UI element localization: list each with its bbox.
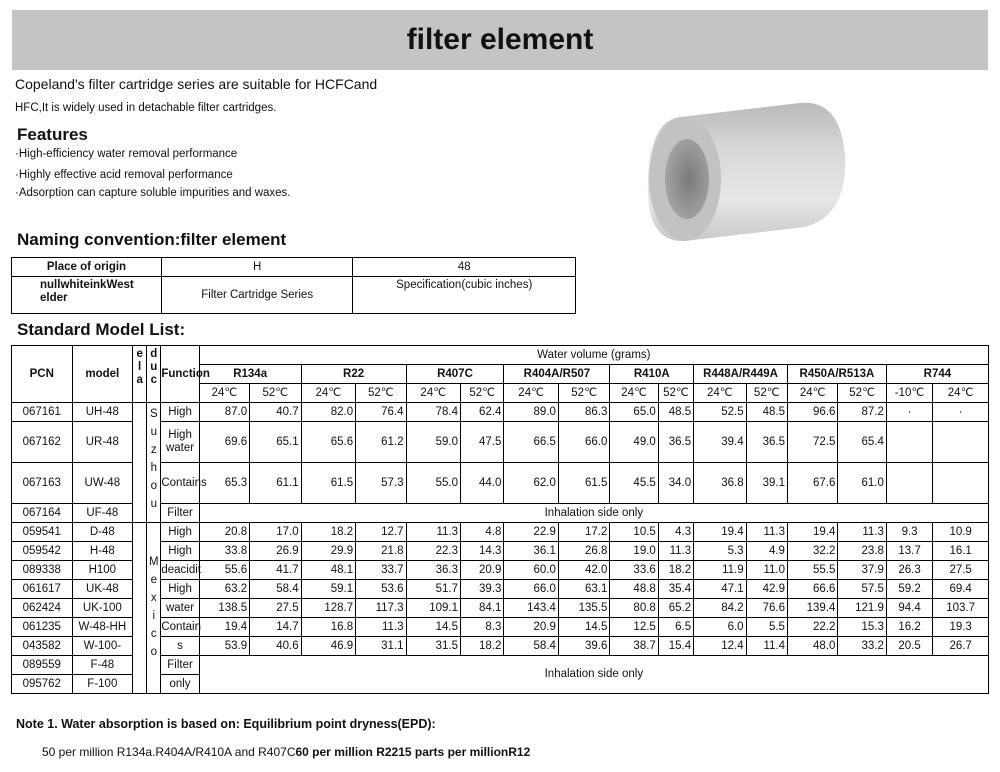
- value-cell: 4.3: [658, 523, 693, 542]
- value-cell: 45.5: [610, 463, 658, 504]
- value-cell: 60.0: [504, 561, 558, 580]
- model-cell: UK-48: [72, 580, 133, 599]
- value-cell: 8.3: [461, 618, 504, 637]
- refrigerant-header: R410A: [610, 365, 694, 384]
- value-cell: 48.0: [787, 637, 837, 656]
- value-cell: 65.6: [301, 422, 355, 463]
- value-cell: 44.0: [461, 463, 504, 504]
- value-cell: 42.9: [746, 580, 787, 599]
- value-cell: 61.2: [356, 422, 406, 463]
- temperature-header: 24℃: [504, 384, 558, 403]
- value-cell: 14.5: [558, 618, 609, 637]
- model-list-heading: Standard Model List:: [17, 320, 186, 339]
- model-list-table: [11, 345, 989, 694]
- pcn-header: PCN: [12, 346, 73, 403]
- pcn-cell: 061617: [12, 580, 73, 599]
- model-cell: UW-48: [72, 463, 133, 504]
- temperature-header: -10℃: [886, 384, 932, 403]
- value-cell: 11.4: [746, 637, 787, 656]
- value-cell: 14.5: [406, 618, 460, 637]
- value-cell: 89.0: [504, 403, 558, 422]
- value-cell: 40.7: [250, 403, 301, 422]
- value-cell: 36.3: [406, 561, 460, 580]
- value-cell: 117.3: [356, 599, 406, 618]
- value-cell: 17.0: [250, 523, 301, 542]
- pcn-cell: 061235: [12, 618, 73, 637]
- origin-cell: [133, 403, 147, 523]
- value-cell: 48.5: [658, 403, 693, 422]
- value-cell: 65.0: [610, 403, 658, 422]
- value-cell: 10.9: [933, 523, 989, 542]
- function-cell: High: [161, 580, 199, 599]
- refrigerant-header: R404A/R507: [504, 365, 610, 384]
- value-cell: 66.6: [787, 580, 837, 599]
- note-1: Note 1. Water absorption is based on: Equilibrium point dryness(EPD):: [16, 717, 436, 731]
- value-cell: 11.3: [406, 523, 460, 542]
- intro-line-1: Copeland's filter cartridge series are suitable for HCFCand: [15, 76, 378, 92]
- model-cell: W-48-HH: [72, 618, 133, 637]
- value-cell: 15.4: [658, 637, 693, 656]
- value-cell: 10.5: [610, 523, 658, 542]
- value-cell: 34.0: [658, 463, 693, 504]
- value-cell: 27.5: [250, 599, 301, 618]
- value-cell: 51.7: [406, 580, 460, 599]
- model-cell: F-48: [72, 656, 133, 675]
- temperature-header: 52℃: [461, 384, 504, 403]
- function-cell: High: [161, 523, 199, 542]
- value-cell: 31.5: [406, 637, 460, 656]
- model-cell: UK-100: [72, 599, 133, 618]
- pcn-cell: 043582: [12, 637, 73, 656]
- naming-cell: Specification(cubic inches): [353, 277, 576, 314]
- value-cell: 35.4: [658, 580, 693, 599]
- value-cell: 5.5: [746, 618, 787, 637]
- note-2-bold: 60 per million R2215 parts per millionR12: [295, 745, 531, 759]
- inhalation-cell: Inhalation side only: [199, 656, 988, 694]
- note-2: [42, 745, 530, 759]
- naming-cell: Filter Cartridge Series: [161, 277, 353, 314]
- value-cell: 135.5: [558, 599, 609, 618]
- value-cell: 62.4: [461, 403, 504, 422]
- temperature-header: 52℃: [746, 384, 787, 403]
- value-cell: 39.1: [746, 463, 787, 504]
- feature-item: ·High-efficiency water removal performance: [15, 148, 238, 160]
- value-cell: 4.8: [461, 523, 504, 542]
- origin-mexico-cell: M e x i c o: [147, 523, 161, 694]
- temperature-header: 24℃: [610, 384, 658, 403]
- value-cell: 55.5: [787, 561, 837, 580]
- model-cell: H100: [72, 561, 133, 580]
- value-cell: 82.0: [301, 403, 355, 422]
- value-cell: 26.8: [558, 542, 609, 561]
- value-cell: 37.9: [838, 561, 886, 580]
- table-header-row: [12, 346, 989, 365]
- water-volume-header: Water volume (grams): [199, 346, 988, 365]
- value-cell: 128.7: [301, 599, 355, 618]
- value-cell: 16.2: [886, 618, 932, 637]
- value-cell: 76.4: [356, 403, 406, 422]
- value-cell: 19.3: [933, 618, 989, 637]
- value-cell: 11.3: [356, 618, 406, 637]
- value-cell: [933, 422, 989, 463]
- value-cell: 59.1: [301, 580, 355, 599]
- intro-line-2: HFC,It is widely used in detachable filter cartridges.: [15, 102, 277, 114]
- value-cell: 16.8: [301, 618, 355, 637]
- value-cell: 33.8: [199, 542, 249, 561]
- value-cell: 65.1: [250, 422, 301, 463]
- temperature-header: 52℃: [250, 384, 301, 403]
- value-cell: 58.4: [250, 580, 301, 599]
- value-cell: 38.7: [610, 637, 658, 656]
- value-cell: 39.3: [461, 580, 504, 599]
- feature-item: ·Highly effective acid removal performance: [15, 169, 233, 181]
- produce-header: d u c: [147, 346, 161, 403]
- value-cell: 11.3: [658, 542, 693, 561]
- origin-cell: [133, 523, 147, 694]
- value-cell: 61.0: [838, 463, 886, 504]
- value-cell: 11.0: [746, 561, 787, 580]
- refrigerant-header: R22: [301, 365, 406, 384]
- value-cell: 22.9: [504, 523, 558, 542]
- function-cell: Filter: [161, 504, 199, 523]
- value-cell: 96.6: [787, 403, 837, 422]
- value-cell: 39.4: [694, 422, 746, 463]
- value-cell: 63.1: [558, 580, 609, 599]
- model-header: model: [72, 346, 133, 403]
- value-cell: 21.8: [356, 542, 406, 561]
- function-cell: only: [161, 675, 199, 694]
- value-cell: 36.5: [658, 422, 693, 463]
- value-cell: 26.7: [933, 637, 989, 656]
- value-cell: 16.1: [933, 542, 989, 561]
- pcn-cell: 059541: [12, 523, 73, 542]
- value-cell: 6.0: [694, 618, 746, 637]
- table-row: [12, 403, 989, 422]
- refrigerant-header: R450A/R513A: [787, 365, 886, 384]
- value-cell: 40.6: [250, 637, 301, 656]
- value-cell: 20.8: [199, 523, 249, 542]
- temperature-header: 52℃: [838, 384, 886, 403]
- value-cell: 13.7: [886, 542, 932, 561]
- value-cell: 78.4: [406, 403, 460, 422]
- value-cell: 48.1: [301, 561, 355, 580]
- function-cell: Contain: [161, 618, 199, 637]
- temperature-header: 24℃: [787, 384, 837, 403]
- value-cell: 11.3: [746, 523, 787, 542]
- pcn-cell: 067163: [12, 463, 73, 504]
- value-cell: 52.5: [694, 403, 746, 422]
- pcn-cell: 089559: [12, 656, 73, 675]
- filter-cartridge-image: [640, 95, 850, 245]
- value-cell: 12.4: [694, 637, 746, 656]
- value-cell: 59.0: [406, 422, 460, 463]
- model-cell: UR-48: [72, 422, 133, 463]
- value-cell: 36.8: [694, 463, 746, 504]
- pcn-cell: 067162: [12, 422, 73, 463]
- function-cell: s: [161, 637, 199, 656]
- naming-cell: 48: [353, 258, 576, 277]
- value-cell: 32.2: [787, 542, 837, 561]
- value-cell: 14.3: [461, 542, 504, 561]
- value-cell: 11.9: [694, 561, 746, 580]
- value-cell: 31.1: [356, 637, 406, 656]
- temperature-header: 24℃: [933, 384, 989, 403]
- value-cell: 59.2: [886, 580, 932, 599]
- value-cell: 87.0: [199, 403, 249, 422]
- model-cell: UF-48: [72, 504, 133, 523]
- value-cell: [886, 463, 932, 504]
- field-header: e l a: [133, 346, 147, 403]
- origin-suzhou-cell: S u z h o u: [147, 403, 161, 523]
- value-cell: 48.5: [746, 403, 787, 422]
- value-cell: 19.4: [694, 523, 746, 542]
- value-cell: 84.1: [461, 599, 504, 618]
- value-cell: 22.2: [787, 618, 837, 637]
- value-cell: 53.6: [356, 580, 406, 599]
- value-cell: 58.4: [504, 637, 558, 656]
- value-cell: 9.3: [886, 523, 932, 542]
- value-cell: 49.0: [610, 422, 658, 463]
- value-cell: 86.3: [558, 403, 609, 422]
- value-cell: 66.5: [504, 422, 558, 463]
- value-cell: 12.5: [610, 618, 658, 637]
- value-cell: 72.5: [787, 422, 837, 463]
- value-cell: 109.1: [406, 599, 460, 618]
- value-cell: 66.0: [558, 422, 609, 463]
- note-2-plain: 50 per million R134a.R404A/R410A and R407C: [42, 745, 296, 759]
- value-cell: 20.9: [504, 618, 558, 637]
- value-cell: 18.2: [301, 523, 355, 542]
- value-cell: 57.3: [356, 463, 406, 504]
- value-cell: 65.4: [838, 422, 886, 463]
- model-cell: UH-48: [72, 403, 133, 422]
- temperature-header: 24℃: [694, 384, 746, 403]
- function-cell: water: [161, 599, 199, 618]
- value-cell: 18.2: [658, 561, 693, 580]
- value-cell: [886, 422, 932, 463]
- value-cell: 36.1: [504, 542, 558, 561]
- refrigerant-header: R134a: [199, 365, 301, 384]
- value-cell: 42.0: [558, 561, 609, 580]
- pcn-cell: 089338: [12, 561, 73, 580]
- value-cell: 61.5: [301, 463, 355, 504]
- features-heading: Features: [17, 125, 88, 144]
- pcn-cell: 095762: [12, 675, 73, 694]
- title-banner: [12, 10, 988, 70]
- model-cell: D-48: [72, 523, 133, 542]
- pcn-cell: 062424: [12, 599, 73, 618]
- naming-heading: Naming convention:filter element: [17, 230, 287, 249]
- value-cell: 55.0: [406, 463, 460, 504]
- value-cell: 63.2: [199, 580, 249, 599]
- refrigerant-header: R448A/R449A: [694, 365, 788, 384]
- pcn-cell: 059542: [12, 542, 73, 561]
- value-cell: 46.9: [301, 637, 355, 656]
- value-cell: 33.6: [610, 561, 658, 580]
- value-cell: 19.0: [610, 542, 658, 561]
- value-cell: 29.9: [301, 542, 355, 561]
- value-cell: 22.3: [406, 542, 460, 561]
- value-cell: 19.4: [787, 523, 837, 542]
- value-cell: 138.5: [199, 599, 249, 618]
- value-cell: 94.4: [886, 599, 932, 618]
- inhalation-cell: Inhalation side only: [199, 504, 988, 523]
- value-cell: 143.4: [504, 599, 558, 618]
- feature-item: ·Adsorption can capture soluble impurities and waxes.: [15, 187, 291, 199]
- value-cell: 36.5: [746, 422, 787, 463]
- value-cell: 48.8: [610, 580, 658, 599]
- value-cell: 53.9: [199, 637, 249, 656]
- function-cell: deacidit: [161, 561, 199, 580]
- value-cell: 47.1: [694, 580, 746, 599]
- value-cell: 87.2: [838, 403, 886, 422]
- naming-cell: Place of origin: [12, 258, 162, 277]
- value-cell: 57.5: [838, 580, 886, 599]
- value-cell: [933, 463, 989, 504]
- value-cell: 17.2: [558, 523, 609, 542]
- temperature-header: 52℃: [558, 384, 609, 403]
- value-cell: 15.3: [838, 618, 886, 637]
- value-cell: 11.3: [838, 523, 886, 542]
- value-cell: 27.5: [933, 561, 989, 580]
- value-cell: 62.0: [504, 463, 558, 504]
- value-cell: ·: [933, 403, 989, 422]
- value-cell: 5.3: [694, 542, 746, 561]
- temperature-header: 52℃: [658, 384, 693, 403]
- function-cell: Filter: [161, 656, 199, 675]
- value-cell: 47.5: [461, 422, 504, 463]
- value-cell: 6.5: [658, 618, 693, 637]
- function-header: Function: [161, 346, 199, 403]
- value-cell: 20.9: [461, 561, 504, 580]
- pcn-cell: 067164: [12, 504, 73, 523]
- value-cell: 41.7: [250, 561, 301, 580]
- temperature-header: 24℃: [406, 384, 460, 403]
- value-cell: 23.8: [838, 542, 886, 561]
- refrigerant-header: R744: [886, 365, 988, 384]
- model-cell: F-100: [72, 675, 133, 694]
- value-cell: 26.3: [886, 561, 932, 580]
- value-cell: 121.9: [838, 599, 886, 618]
- temperature-header: 52℃: [356, 384, 406, 403]
- table-row: [12, 523, 989, 542]
- naming-table: [11, 257, 576, 314]
- value-cell: 4.9: [746, 542, 787, 561]
- value-cell: 19.4: [199, 618, 249, 637]
- value-cell: 65.2: [658, 599, 693, 618]
- value-cell: 55.6: [199, 561, 249, 580]
- function-cell: High water: [161, 422, 199, 463]
- value-cell: 69.4: [933, 580, 989, 599]
- value-cell: 61.5: [558, 463, 609, 504]
- value-cell: 103.7: [933, 599, 989, 618]
- function-cell: High: [161, 542, 199, 561]
- value-cell: 39.6: [558, 637, 609, 656]
- model-cell: H-48: [72, 542, 133, 561]
- temperature-header: 24℃: [301, 384, 355, 403]
- value-cell: 139.4: [787, 599, 837, 618]
- value-cell: 67.6: [787, 463, 837, 504]
- value-cell: 33.7: [356, 561, 406, 580]
- page-title: filter element: [406, 23, 594, 56]
- model-cell: W-100-: [72, 637, 133, 656]
- value-cell: ·: [886, 403, 932, 422]
- value-cell: 18.2: [461, 637, 504, 656]
- value-cell: 69.6: [199, 422, 249, 463]
- value-cell: 84.2: [694, 599, 746, 618]
- value-cell: 14.7: [250, 618, 301, 637]
- value-cell: 80.8: [610, 599, 658, 618]
- temperature-header: 24℃: [199, 384, 249, 403]
- value-cell: 33.2: [838, 637, 886, 656]
- value-cell: 26.9: [250, 542, 301, 561]
- naming-cell: nullwhiteinkWest elder: [12, 277, 162, 314]
- pcn-cell: 067161: [12, 403, 73, 422]
- function-cell: Contains: [161, 463, 199, 504]
- function-cell: High: [161, 403, 199, 422]
- value-cell: 61.1: [250, 463, 301, 504]
- value-cell: 76.6: [746, 599, 787, 618]
- value-cell: 12.7: [356, 523, 406, 542]
- refrigerant-header: R407C: [406, 365, 504, 384]
- value-cell: 66.0: [504, 580, 558, 599]
- value-cell: 65.3: [199, 463, 249, 504]
- naming-cell: H: [161, 258, 353, 277]
- value-cell: 20.5: [886, 637, 932, 656]
